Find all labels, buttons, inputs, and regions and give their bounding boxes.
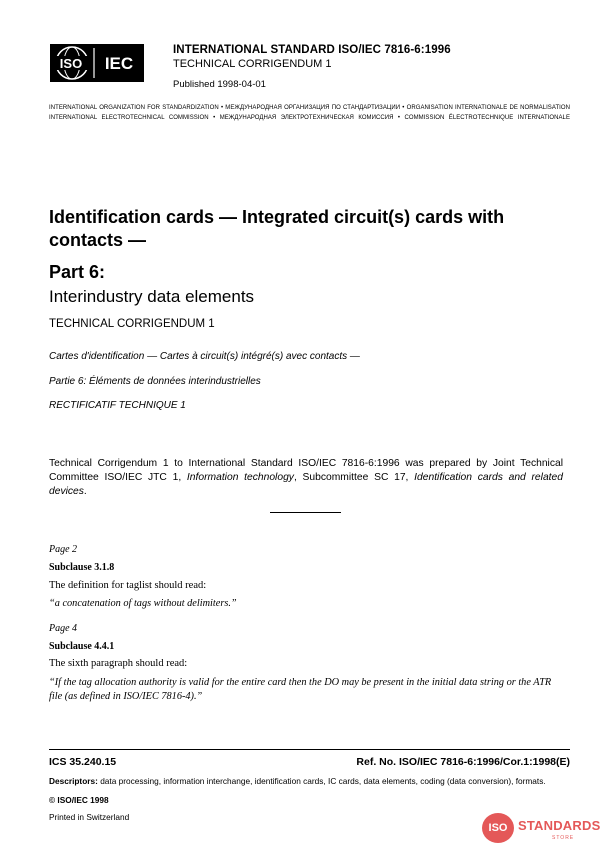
standard-title: INTERNATIONAL STANDARD ISO/IEC 7816-6:1996 — [173, 44, 451, 56]
iso-iec-logo-graphic — [50, 44, 144, 82]
correction-text: “If the tag allocation authority is valid for the entire card then the DO may be present in the initial data string or the ATR file (as defined in ISO/IEC 7816-4).” — [49, 677, 552, 702]
intro-italic-b: Identification cards and related devices — [49, 472, 563, 497]
organization-line-iso: INTERNATIONAL ORGANIZATION FOR STANDARDIZATION • МЕЖДУНАРОДНАЯ ОРГАНИЗАЦИЯ ПО СТАНДАРТИЗАЦИИ • ORGANISATION INTERNATIONALE DE NORMALISATION — [49, 105, 570, 111]
correction-subclause: Subclause 3.1.8 — [49, 562, 115, 573]
standards-store-watermark — [482, 809, 600, 847]
watermark-iso-badge: ISO — [482, 813, 514, 843]
descriptors-text: data processing, information interchange, identification cards, IC cards, data elements, coding (data conversion), formats. — [100, 776, 546, 786]
french-corrigendum-label: RECTIFICATIF TECHNIQUE 1 — [49, 400, 186, 411]
french-title: Cartes d'identification — Cartes à circuit(s) intégré(s) avec contacts — — [49, 351, 360, 362]
correction-page: Page 4 — [49, 623, 78, 634]
organization-line-iec: INTERNATIONAL ELECTROTECHNICAL COMMISSION • МЕЖДУНАРОДНАЯ ЭЛЕКТРОТЕХНИЧЕСКАЯ КОМИССИЯ • COMMISSION ÉLECTROTECHNIQUE INTERNATIONALE — [49, 115, 570, 121]
correction-subclause: Subclause 4.4.1 — [49, 641, 115, 652]
intro-paragraph — [49, 457, 563, 499]
published-date: Published 1998-04-01 — [173, 79, 266, 90]
descriptors — [49, 776, 546, 786]
intro-italic-a: Information technology — [186, 472, 294, 483]
ics-code: ICS 35.240.15 — [49, 756, 117, 768]
intro-text-c: . — [83, 486, 87, 497]
logo-iso-text: ISO — [59, 56, 83, 71]
intro-text-a: Technical Corrigendum 1 to International Standard ISO/IEC 7816-6:1996 was prepared by Joint Technical Committee ISO/IEC JTC 1, — [49, 458, 563, 483]
watermark-store-text: STORE — [552, 835, 575, 841]
watermark-standards-text: STANDARDS — [518, 818, 600, 833]
corrigendum-label: TECHNICAL CORRIGENDUM 1 — [49, 318, 215, 330]
part-title: Interindustry data elements — [49, 287, 255, 306]
correction-page: Page 2 — [49, 544, 78, 555]
descriptors-label: Descriptors: — [49, 776, 98, 786]
intro-text-b: , Subcommittee SC 17, — [293, 472, 415, 483]
correction-instruction: The sixth paragraph should read: — [49, 658, 188, 669]
part-number: Part 6: — [49, 262, 106, 282]
logo-iec-text: IEC — [104, 54, 134, 73]
section-separator — [270, 512, 341, 513]
french-part-title: Partie 6: Éléments de données interindustrielles — [49, 376, 261, 387]
iso-iec-logo — [50, 44, 144, 82]
correction-text: “a concatenation of tags without delimiters.” — [49, 598, 237, 609]
copyright: © ISO/IEC 1998 — [49, 795, 109, 805]
footer-rule — [49, 749, 570, 750]
document-title: Identification cards — Integrated circuit(s) cards with contacts — — [49, 207, 505, 250]
printed-in: Printed in Switzerland — [49, 812, 130, 822]
reference-number: Ref. No. ISO/IEC 7816-6:1996/Cor.1:1998(E) — [356, 756, 570, 768]
correction-instruction: The definition for taglist should read: — [49, 580, 207, 591]
standard-subtitle: TECHNICAL CORRIGENDUM 1 — [173, 58, 332, 70]
